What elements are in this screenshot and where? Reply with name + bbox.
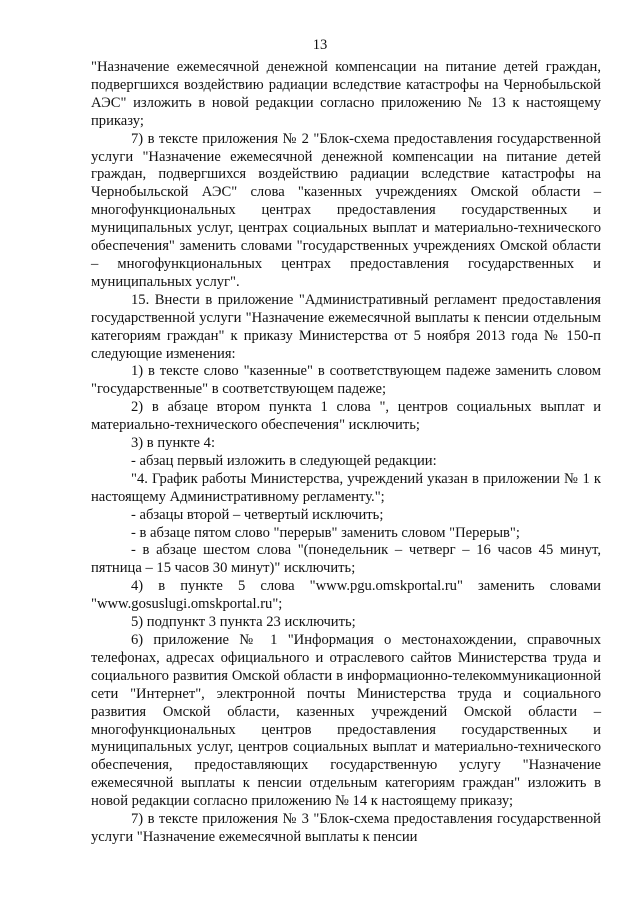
page-number: 13 bbox=[312, 37, 328, 53]
paragraph-item-7-appendix-2: 7) в тексте приложения № 2 "Блок-схема предоставления государственной услуги "Назначение ежемесячной денежной компенсации на питание детей граждан, подвергшихся воздействию радиации вследствие катастрофы на Чернобыльской АЭС" слова "казенных учреждениях Омской области – многофункциональных центрах предоставления государственных и муниципальных услуг, центрах социальных выплат и материально-технического обеспечения" заменить словами "государственных учреждениях Омской области – многофункциональных центрах предоставления государственных и муниципальных услуг". bbox=[91, 130, 601, 290]
paragraph-item-6: 6) приложение № 1 "Информация о местонахождении, справочных телефонах, адресах официального и отраслевого сайтов Министерства труда и социального развития Омской области в информационно-телекоммуникационной сети "Интернет", электронной почты Министерства труда и социального развития Омской области, казенных учреждений Омской области – многофункциональных центров предоставления государственных и муниципальных услуг, центров социальных выплат и материально-технического обеспечения, предоставляющих государственную услугу "Назначение ежемесячной выплаты к пенсии отдельным категориям граждан" изложить в новой редакции согласно приложению № 14 к настоящему приказу; bbox=[91, 632, 601, 810]
paragraph-quoted-point-4: "4. График работы Министерства, учреждений указан в приложении № 1 к настоящему Административному регламенту."; bbox=[91, 470, 601, 505]
document-body bbox=[91, 59, 601, 847]
paragraph-subitem-first: - абзац первый изложить в следующей редакции: bbox=[131, 452, 437, 469]
paragraph-item-5: 5) подпункт 3 пункта 23 исключить; bbox=[131, 614, 356, 631]
paragraph-item-3: 3) в пункте 4: bbox=[131, 435, 216, 452]
paragraph-continuation: "Назначение ежемесячной денежной компенсации на питание детей граждан, подвергшихся воздействию радиации вследствие катастрофы на Чернобыльской АЭС" изложить в новой редакции согласно приложению № 13 к настоящему приказу; bbox=[91, 59, 601, 129]
paragraph-item-1: 1) в тексте слово "казенные" в соответствующем падеже заменить словом "государственные" в соответствующем падеже; bbox=[91, 363, 601, 398]
paragraph-item-4: 4) в пункте 5 слова "www.pgu.omskportal.ru" заменить словами "www.gosuslugi.omskportal.ru"; bbox=[91, 578, 601, 613]
paragraph-subitem-second-fourth: - абзацы второй – четвертый исключить; bbox=[131, 506, 384, 523]
paragraph-subitem-sixth: - в абзаце шестом слова "(понедельник – четверг – 16 часов 45 минут, пятница – 15 часов 30 минут)" исключить; bbox=[91, 542, 601, 577]
paragraph-subitem-fifth: - в абзаце пятом слово "перерыв" заменить словом "Перерыв"; bbox=[131, 524, 520, 541]
paragraph-section-15: 15. Внести в приложение "Административный регламент предоставления государственной услуги "Назначение ежемесячной выплаты к пенсии отдельным категориям граждан" к приказу Министерства от 5 ноября 2013 года № 150-п следующие изменения: bbox=[91, 291, 601, 362]
paragraph-item-7-appendix-3: 7) в тексте приложения № 3 "Блок-схема предоставления государственной услуги "Назначение ежемесячной выплаты к пенсии bbox=[91, 811, 601, 845]
paragraph-item-2: 2) в абзаце втором пункта 1 слова ", центров социальных выплат и материально-технического обеспечения" исключить; bbox=[91, 399, 601, 434]
